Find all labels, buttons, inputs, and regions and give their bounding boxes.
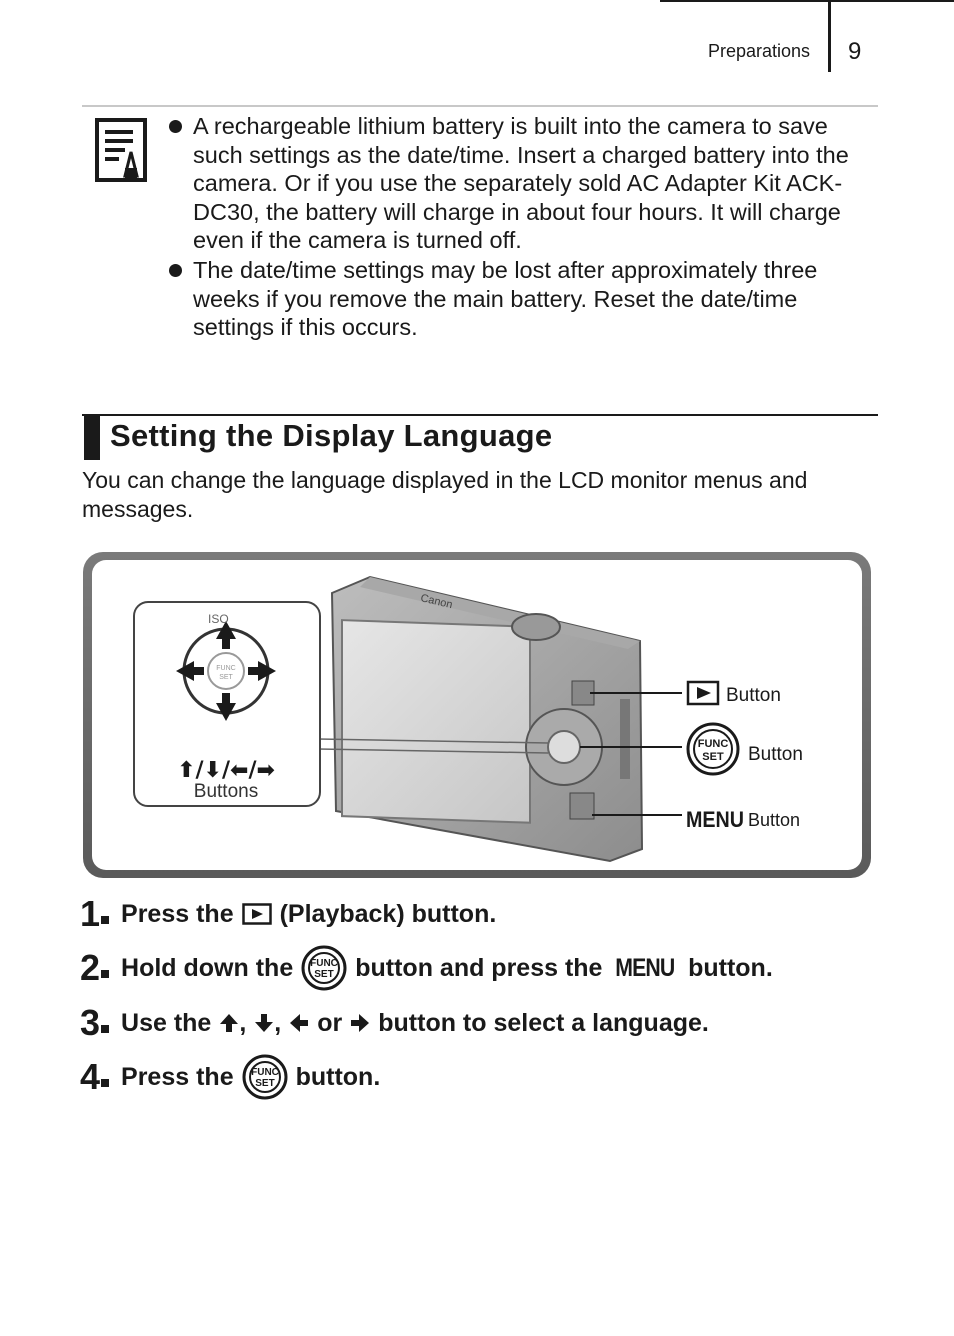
- arrow-down-icon: [254, 1013, 274, 1033]
- header-divider: [828, 0, 831, 72]
- note-top-rule: [82, 105, 878, 107]
- func-set-icon: [688, 724, 738, 774]
- note-item: The date/time settings may be lost after approximately three weeks if you remove the main battery. Reset the date/time settings if this occurs.: [168, 256, 878, 342]
- arrow-left-icon: [289, 1013, 309, 1033]
- callout-playback-label: Button: [726, 685, 781, 706]
- arrow-right-icon: [350, 1013, 370, 1033]
- svg-text:FUNC: FUNC: [697, 738, 729, 750]
- step-number: 4: [80, 1056, 109, 1098]
- step-number: 3: [80, 1002, 109, 1044]
- step-text: Use the: [121, 1008, 212, 1037]
- step-text: Hold down the: [121, 953, 294, 982]
- camera-figure: [80, 549, 874, 881]
- playback-icon: [688, 682, 718, 704]
- header-section-title: Preparations: [708, 41, 811, 61]
- step-1: [80, 893, 496, 935]
- arrow-buttons-symbols: ⬆/⬇/⬅/➡: [177, 758, 275, 783]
- section-marker: [84, 416, 100, 460]
- step-text: (Playback) button.: [279, 899, 497, 928]
- playback-icon: [242, 903, 272, 925]
- section-title: Setting the Display Language: [110, 418, 553, 453]
- note-icon: [95, 118, 147, 184]
- arrow-up-icon: [219, 1013, 239, 1033]
- step-text: ,: [239, 1008, 247, 1037]
- step-text: Press the: [121, 1062, 234, 1091]
- menu-label: MENU: [615, 953, 675, 982]
- step-number: 2: [80, 947, 109, 989]
- step-text: ,: [274, 1008, 282, 1037]
- callout-menu-prefix: MENU: [686, 807, 744, 832]
- camera-brand: Canon: [419, 592, 454, 612]
- func-set-icon: [242, 1054, 288, 1100]
- step-text: button.: [295, 1062, 381, 1091]
- pad-set-text: SET: [219, 674, 233, 681]
- note-item: A rechargeable lithium battery is built into the camera to save such settings as the date/time. Insert a charged battery into the camera. Or if you use the separately sold AC Adapter Kit ACK-DC30, the battery will charge in about four hours. It will charge even if the camera is turned off.: [168, 112, 878, 255]
- header-top-rule: [660, 0, 954, 2]
- step-text: or: [317, 1008, 343, 1037]
- step-number: 1: [80, 893, 109, 935]
- step-4: [80, 1054, 380, 1100]
- arrow-buttons-label: Buttons: [193, 781, 259, 802]
- pad-func-text: FUNC: [216, 665, 236, 672]
- callout-menu-label: Button: [748, 810, 801, 830]
- step-text: Press the: [121, 899, 234, 928]
- svg-text:SET: SET: [702, 751, 724, 763]
- svg-text:SET: SET: [254, 1078, 275, 1089]
- note-list: [168, 112, 878, 343]
- step-2: [80, 945, 773, 991]
- step-text: button to select a language.: [378, 1008, 709, 1037]
- svg-text:FUNC: FUNC: [250, 1067, 279, 1078]
- page-number: 9: [848, 38, 862, 65]
- step-text: button.: [688, 953, 773, 982]
- step-text: button and press the: [355, 953, 603, 982]
- callout-funcset-label: Button: [748, 744, 803, 765]
- section-intro: You can change the language displayed in the LCD monitor menus and messages.: [82, 467, 808, 522]
- func-set-icon: [301, 945, 347, 991]
- step-3: [80, 1002, 709, 1044]
- svg-text:SET: SET: [314, 969, 334, 980]
- svg-text:FUNC: FUNC: [310, 958, 339, 969]
- section-rule: [82, 414, 878, 416]
- dial-top-label: ISO: [208, 612, 229, 626]
